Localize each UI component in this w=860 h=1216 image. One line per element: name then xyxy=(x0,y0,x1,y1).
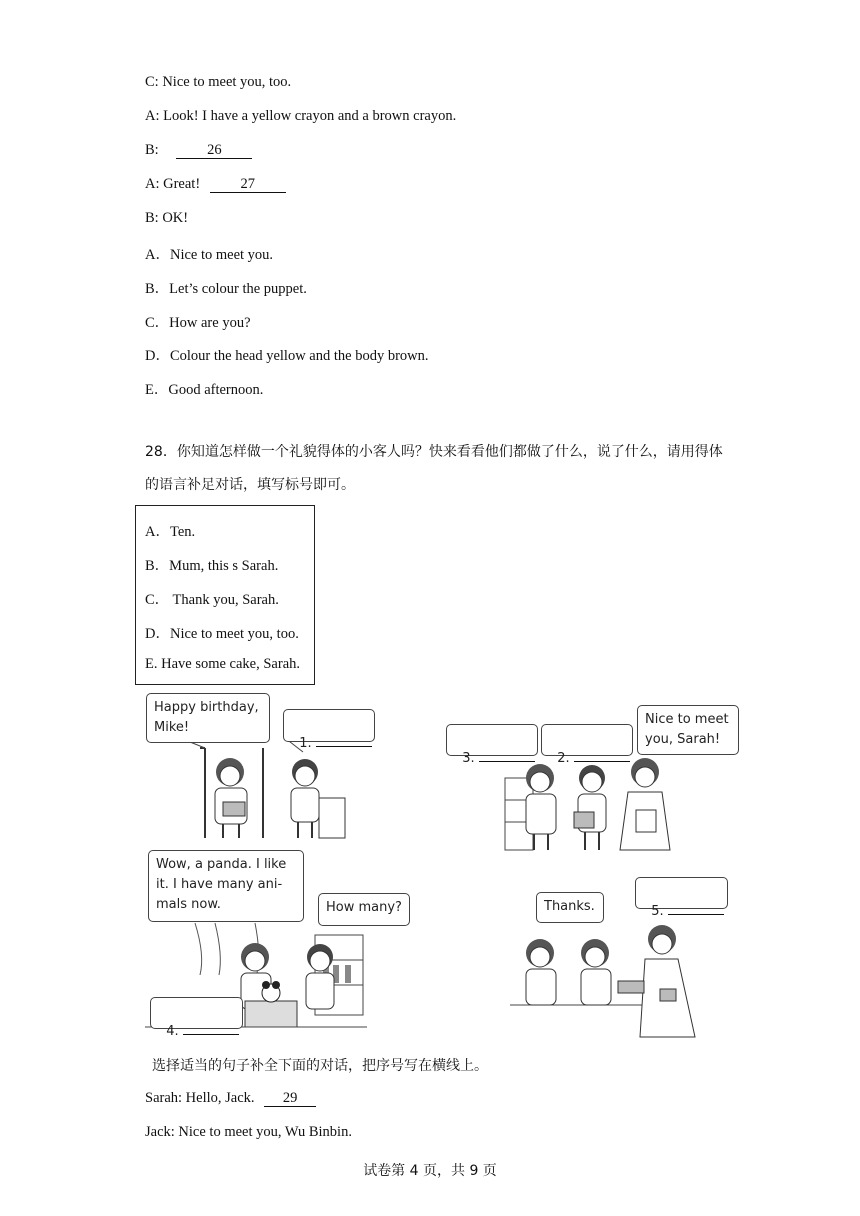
bubble-happy-birthday: Happy birthday, Mike! xyxy=(146,693,270,743)
option-a: A．Nice to meet you. xyxy=(145,247,274,263)
page-footer: 试卷第 4 页，共 9 页 xyxy=(363,1163,497,1179)
box-option-d: D．Nice to meet you, too. xyxy=(145,626,299,642)
dialogue-line-b2: B: OK! xyxy=(145,210,189,226)
bubble-3-answer-line[interactable] xyxy=(479,761,535,762)
box-option-c: C． Thank you, Sarah. xyxy=(145,592,279,608)
bubble-blank-5 xyxy=(635,877,728,919)
instruction-text: 选择适当的句子补全下面的对话，把序号写在横线上。 xyxy=(152,1058,488,1074)
bubble-5-number: 5. xyxy=(651,904,664,919)
option-b: B．Let’s colour the puppet. xyxy=(145,281,307,297)
bubble-wow-panda: Wow, a panda. I like it. I have many ani- mals now. xyxy=(148,850,304,922)
answer-blank-26[interactable]: 26 xyxy=(176,143,252,159)
options-box xyxy=(135,505,315,685)
speaker-b-label: B: xyxy=(145,142,159,158)
bubble-2-answer-line[interactable] xyxy=(574,761,630,762)
bubble-3-number: 3. xyxy=(462,751,475,766)
dialogue-line-a1: A: Look! I have a yellow crayon and a brown crayon. xyxy=(145,108,457,124)
box-option-a: A．Ten. xyxy=(145,524,196,540)
dialogue-line-b1 xyxy=(145,142,252,159)
speaker-a-label: A: Great! xyxy=(145,176,201,192)
bubble-1-answer-line[interactable] xyxy=(316,746,372,747)
dialogue-line-c: C: Nice to meet you, too. xyxy=(145,74,292,90)
bubble-1-number: 1. xyxy=(299,736,312,751)
bubble-blank-1 xyxy=(283,709,375,751)
bubble-how-many: How many? xyxy=(318,893,410,926)
panel-4-illustration xyxy=(510,925,710,1040)
speaker-sarah-label: Sarah: Hello, Jack. xyxy=(145,1090,255,1106)
bubble-4-number: 4. xyxy=(166,1024,179,1039)
box-option-e: E. Have some cake, Sarah. xyxy=(145,656,301,672)
dialogue-sarah xyxy=(145,1090,316,1107)
answer-blank-29[interactable]: 29 xyxy=(264,1091,316,1107)
bubble-5-answer-line[interactable] xyxy=(668,914,724,915)
answer-blank-27[interactable]: 27 xyxy=(210,177,286,193)
option-c: C．How are you? xyxy=(145,315,251,331)
dialogue-line-a2 xyxy=(145,176,286,193)
bubble-blank-3 xyxy=(446,724,538,766)
bubble-blank-4 xyxy=(150,997,243,1039)
bubble-nice-to-meet: Nice to meet you, Sarah! xyxy=(637,705,739,755)
bubble-thanks: Thanks. xyxy=(536,892,604,923)
dialogue-jack: Jack: Nice to meet you, Wu Binbin. xyxy=(145,1124,352,1140)
box-option-b: B．Mum, this s Sarah. xyxy=(145,558,279,574)
bubble-blank-2 xyxy=(541,724,633,766)
bubble-4-answer-line[interactable] xyxy=(183,1034,239,1035)
option-d: D．Colour the head yellow and the body brown. xyxy=(145,348,429,364)
question-28-text: 28．你知道怎样做一个礼貌得体的小客人吗？快来看看他们都做了什么，说了什么，请用得体的语言补足对话，填写标号即可。 xyxy=(145,444,723,493)
bubble-2-number: 2. xyxy=(557,751,570,766)
option-e: E．Good afternoon. xyxy=(145,382,264,398)
